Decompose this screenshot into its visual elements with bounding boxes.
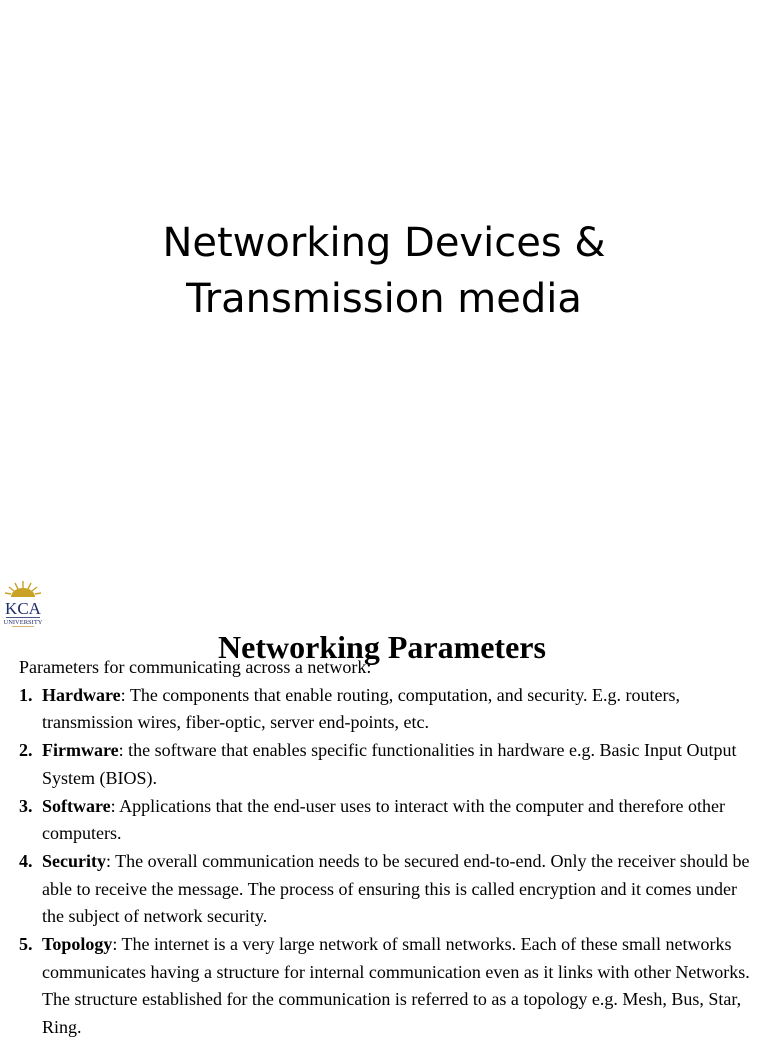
list-item-text: : the software that enables specific functionalities in hardware e.g. Basic Input Output System (BIOS). (42, 740, 737, 788)
slide-title-line-1: Networking Devices & (162, 219, 606, 266)
list-item (19, 737, 757, 792)
list-item-text: : The overall communication needs to be secured end-to-end. Only the receiver should be able to receive the message. The process of ensuring this is called encryption and it comes under the subject of network security. (42, 850, 750, 927)
content-slide-title: Networking Parameters (218, 628, 546, 665)
list-item-number: 3. (19, 795, 33, 816)
slide-title-line-2: Transmission media (186, 275, 582, 322)
intro-text: Parameters for communicating across a network: (19, 657, 372, 677)
list-item-text: : Applications that the end-user uses to interact with the computer and therefore other computers. (42, 795, 725, 844)
list-item-term: Firmware (42, 740, 119, 761)
kca-university-logo-icon (2, 579, 48, 631)
list-item-number: 2. (19, 740, 33, 761)
list-item (19, 931, 757, 1042)
list-item (19, 793, 757, 848)
list-item-term: Software (42, 795, 111, 816)
list-item-text: : The internet is a very large network of small networks. Each of these small networks communicates having a structure for internal communication even as it links with other Networks. The structure established for the communication is referred to as a topology e.g. Mesh, Bus, Star, Ring. (42, 934, 750, 1038)
list-item-term: Topology (42, 934, 113, 955)
list-item-text: : The components that enable routing, computation, and security. E.g. routers, transmission wires, fiber-optic, server end-points, etc. (42, 684, 681, 733)
list-item (19, 682, 757, 737)
list-item-number: 5. (19, 934, 33, 955)
list-item (19, 848, 757, 931)
svg-text:UNIVERSITY: UNIVERSITY (3, 619, 43, 626)
slide-title (0, 215, 768, 327)
svg-text:KCA: KCA (5, 599, 41, 618)
list-item-term: Security (42, 850, 106, 871)
content-body (19, 654, 757, 1042)
list-item-number: 1. (19, 684, 33, 705)
content-slide (0, 576, 768, 1038)
list-item-number: 4. (19, 850, 33, 871)
parameters-list (19, 682, 757, 1042)
list-item-term: Hardware (42, 684, 121, 705)
